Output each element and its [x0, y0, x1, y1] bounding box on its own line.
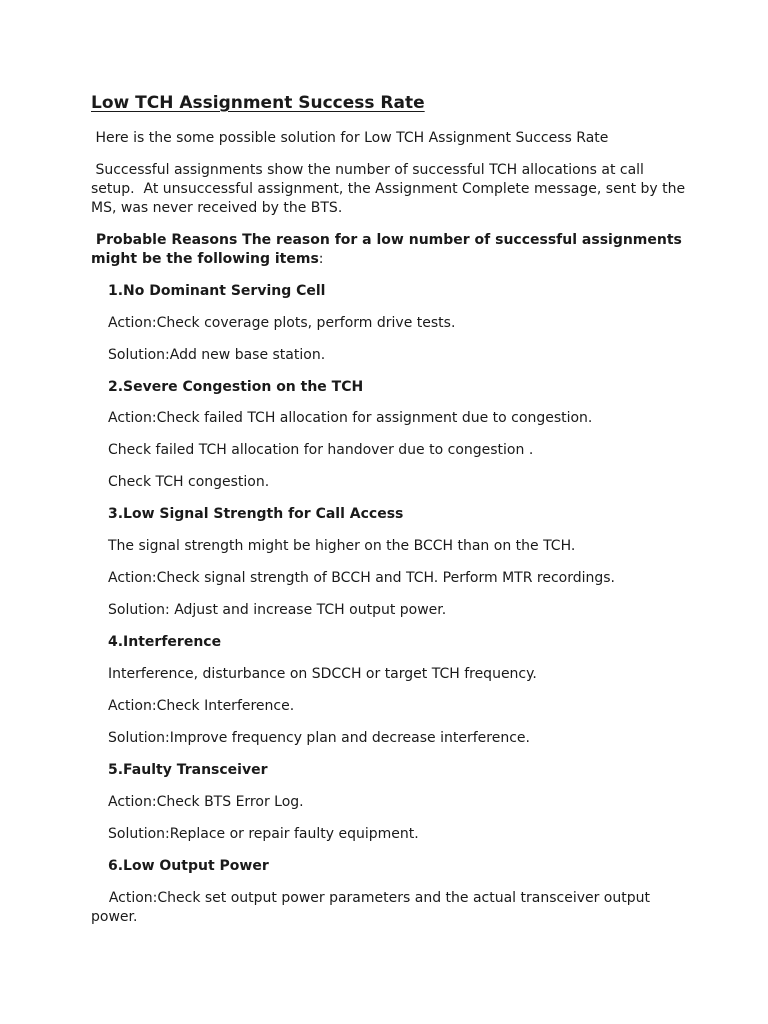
item-2-line-2: Check failed TCH allocation for handover due to congestion .	[108, 442, 534, 458]
item-2-line-3: Check TCH congestion.	[108, 474, 270, 490]
item-1-heading: 1.No Dominant Serving Cell	[108, 283, 326, 299]
item-6-heading: 6.Low Output Power	[108, 858, 269, 874]
item-2-line-1: Action:Check failed TCH allocation for assignment due to congestion.	[108, 410, 593, 426]
reasons-heading-text: Probable Reasons The reason for a low number of successful assignments might be the following items	[91, 232, 687, 267]
item-3-line-1: The signal strength might be higher on the BCCH than on the TCH.	[108, 538, 576, 554]
item-5-line-2: Solution:Replace or repair faulty equipment.	[108, 826, 419, 842]
item-3-heading: 3.Low Signal Strength for Call Access	[108, 506, 404, 522]
item-3-line-2: Action:Check signal strength of BCCH and TCH. Perform MTR recordings.	[108, 570, 615, 586]
reasons-heading-colon: :	[318, 251, 324, 267]
item-4-line-3: Solution:Improve frequency plan and decrease interference.	[108, 730, 530, 746]
description-paragraph: Successful assignments show the number of successful TCH allocations at call setup. At unsuccessful assignment, the Assignment Complete message, sent by the MS, was never received by the BTS.	[91, 162, 690, 216]
item-1-line-2: Solution:Add new base station.	[108, 347, 326, 363]
item-5-heading: 5.Faulty Transceiver	[108, 762, 268, 778]
item-4-line-2: Action:Check Interference.	[108, 698, 295, 714]
document-title: Low TCH Assignment Success Rate	[91, 93, 425, 113]
item-4-heading: 4.Interference	[108, 634, 222, 650]
item-1-line-1: Action:Check coverage plots, perform drive tests.	[108, 315, 456, 331]
item-5-line-1: Action:Check BTS Error Log.	[108, 794, 304, 810]
intro-paragraph: Here is the some possible solution for Low TCH Assignment Success Rate	[91, 130, 609, 146]
item-3-line-3: Solution: Adjust and increase TCH output power.	[108, 602, 447, 618]
item-6-line-1: Action:Check set output power parameters and the actual transceiver output power.	[91, 890, 655, 925]
reasons-heading	[91, 231, 691, 269]
item-4-line-1: Interference, disturbance on SDCCH or target TCH frequency.	[108, 666, 537, 682]
item-2-heading: 2.Severe Congestion on the TCH	[108, 379, 364, 395]
